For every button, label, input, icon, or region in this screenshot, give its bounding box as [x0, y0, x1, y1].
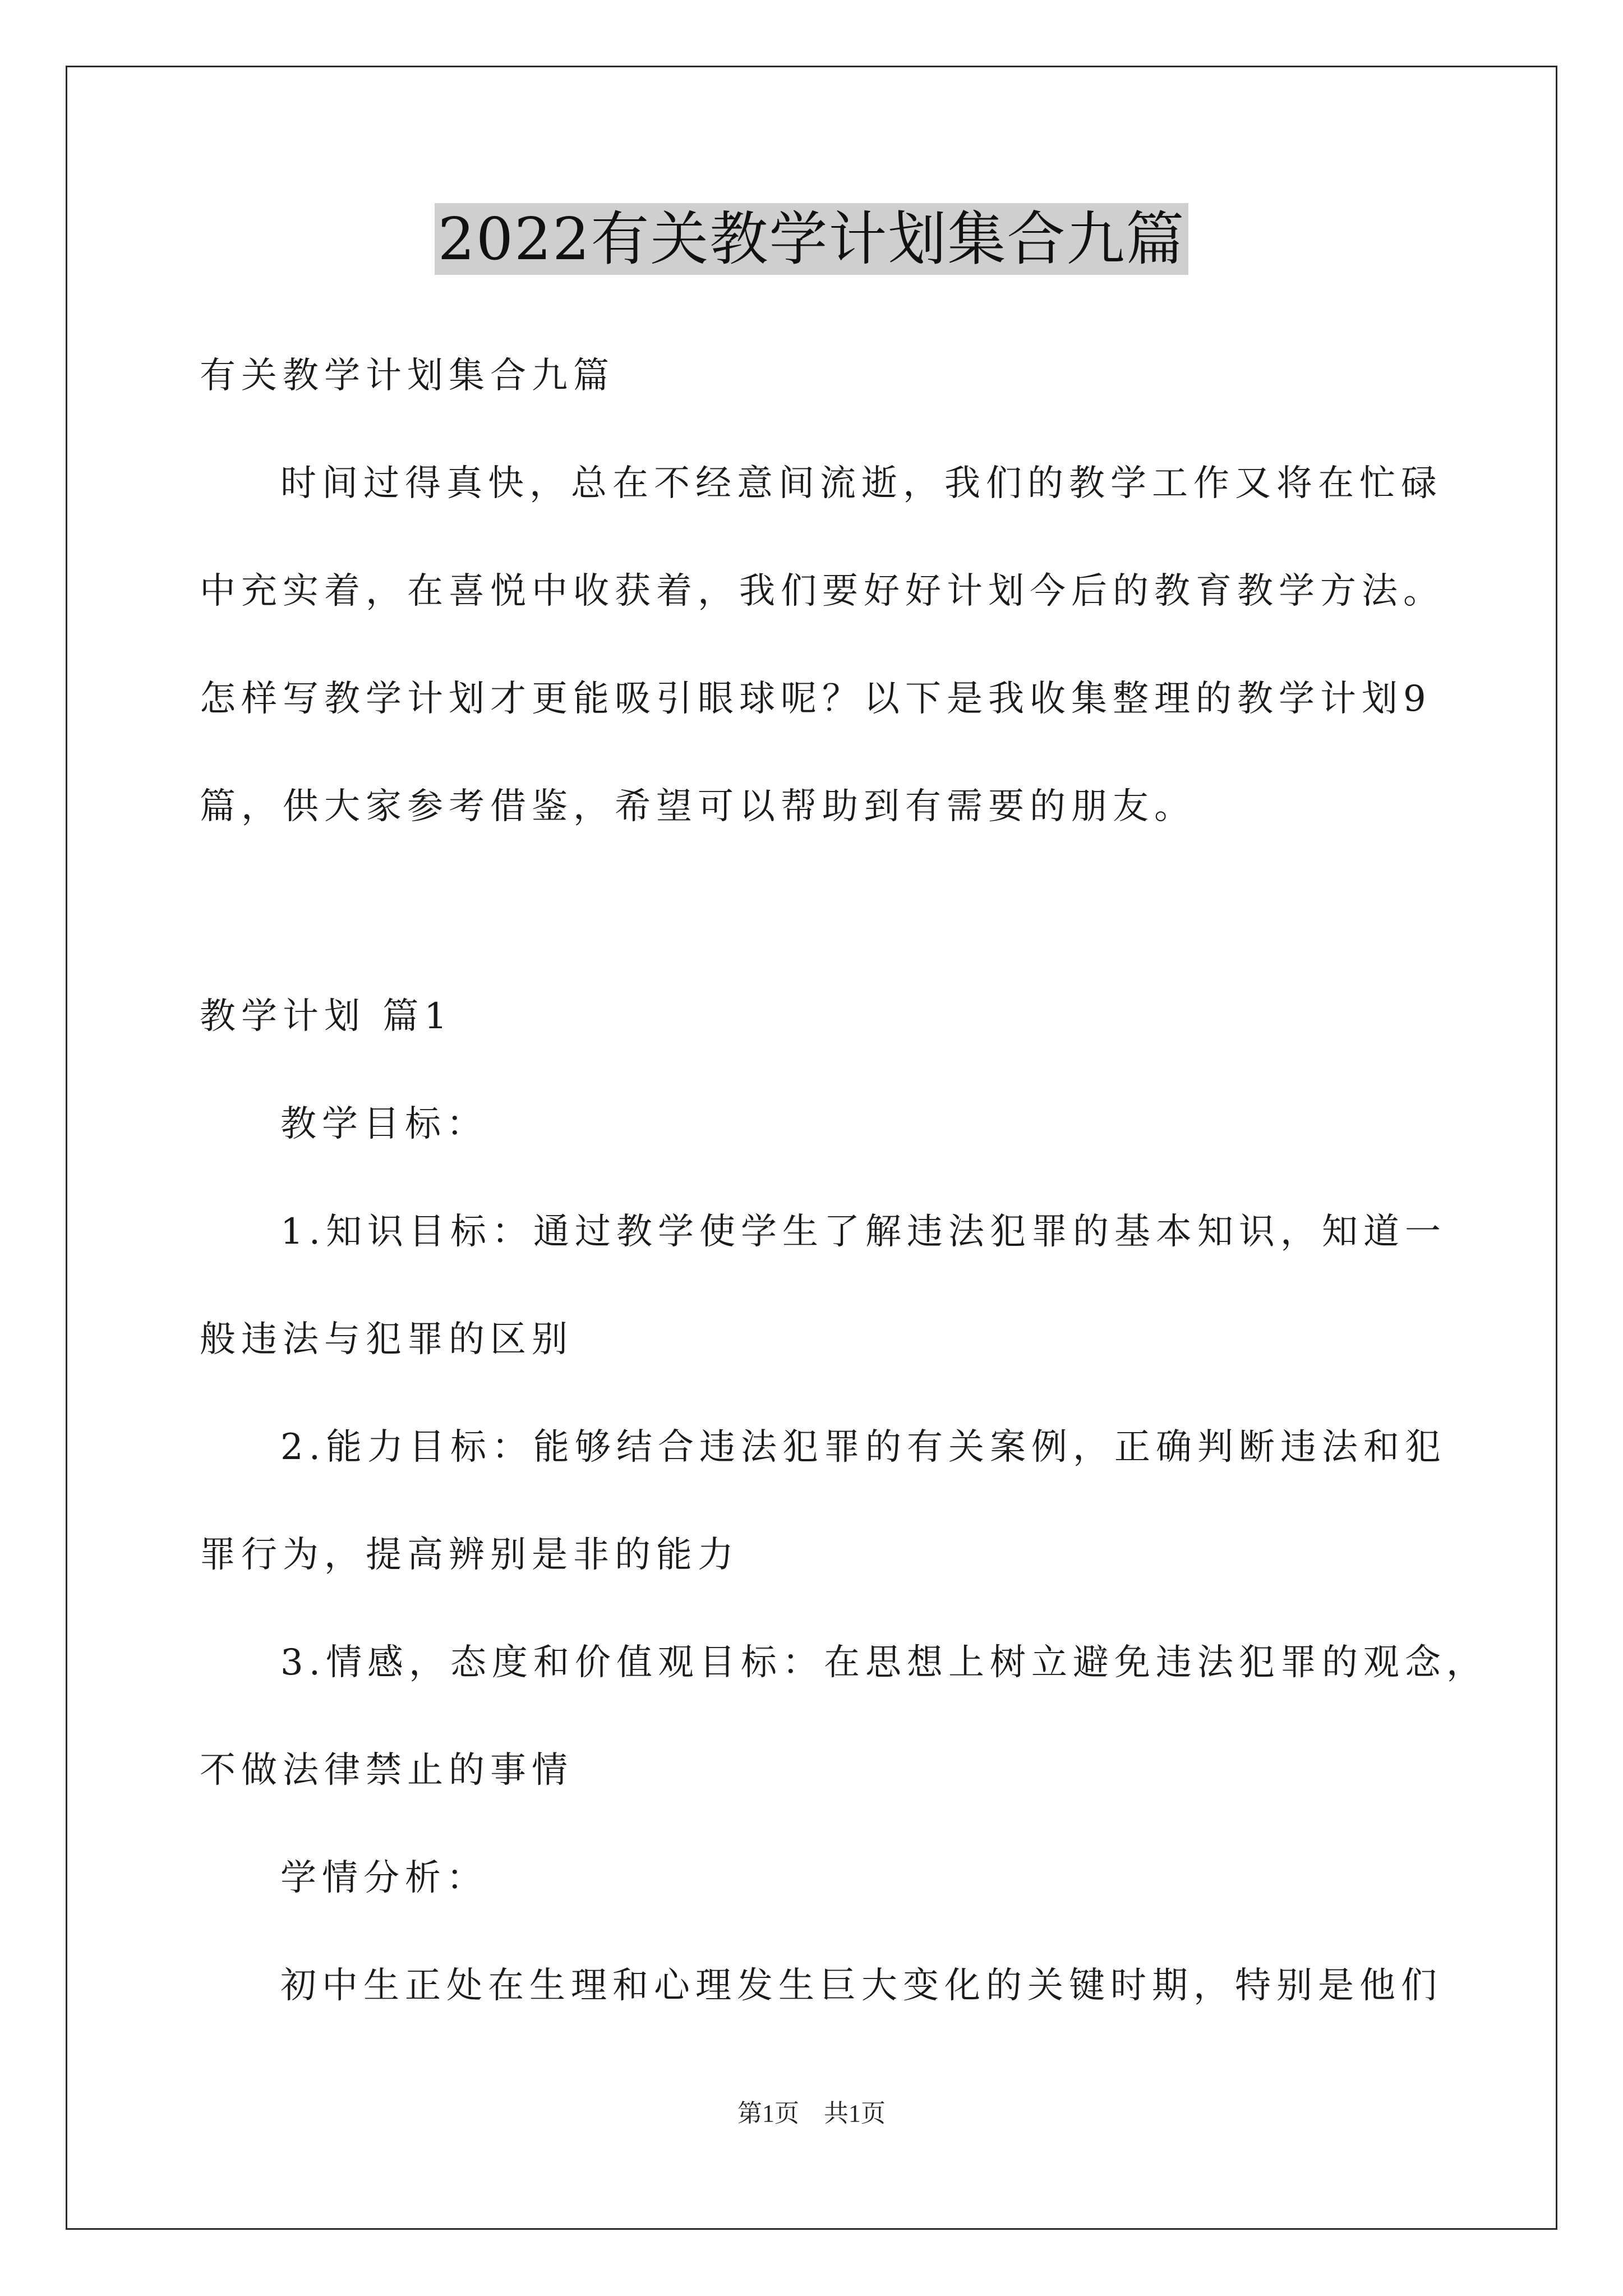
intro-line-4: 篇，供大家参考借鉴，希望可以帮助到有需要的朋友。 [200, 786, 1196, 827]
subtitle: 有关教学计划集合九篇 [200, 355, 615, 397]
goal-1-line-2: 般违法与犯罪的区别 [200, 1319, 573, 1360]
page-number: 第1页 [737, 2100, 799, 2127]
intro-line-2: 中充实着，在喜悦中收获着，我们要好好计划今后的教育教学方法。 [200, 570, 1445, 612]
intro-line-1: 时间过得真快，总在不经意间流逝，我们的教学工作又将在忙碌 [280, 463, 1442, 504]
section-heading: 教学计划 篇1 [200, 996, 453, 1037]
analysis-heading: 学情分析： [280, 1857, 488, 1899]
intro-line-3: 怎样写教学计划才更能吸引眼球呢？以下是我收集整理的教学计划9 [200, 678, 1432, 720]
document-title: 2022有关教学计划集合九篇 [435, 203, 1189, 275]
goals-heading: 教学目标： [280, 1103, 488, 1145]
page-total: 共1页 [824, 2100, 886, 2127]
goal-3-line-1: 3.情感，态度和价值观目标：在思想上树立避免违法犯罪的观念， [280, 1642, 1488, 1683]
goal-2-line-2: 罪行为，提高辨别是非的能力 [200, 1534, 739, 1576]
goal-1-line-1: 1.知识目标：通过教学使学生了解违法犯罪的基本知识，知道一 [280, 1211, 1447, 1253]
analysis-line-1: 初中生正处在生理和心理发生巨大变化的关键时期，特别是他们 [280, 1965, 1442, 2007]
page-footer [0, 2098, 1623, 2129]
goal-2-line-1: 2.能力目标：能够结合违法犯罪的有关案例，正确判断违法和犯 [280, 1427, 1447, 1468]
goal-3-line-2: 不做法律禁止的事情 [200, 1750, 573, 1791]
title-wrap [0, 203, 1623, 275]
